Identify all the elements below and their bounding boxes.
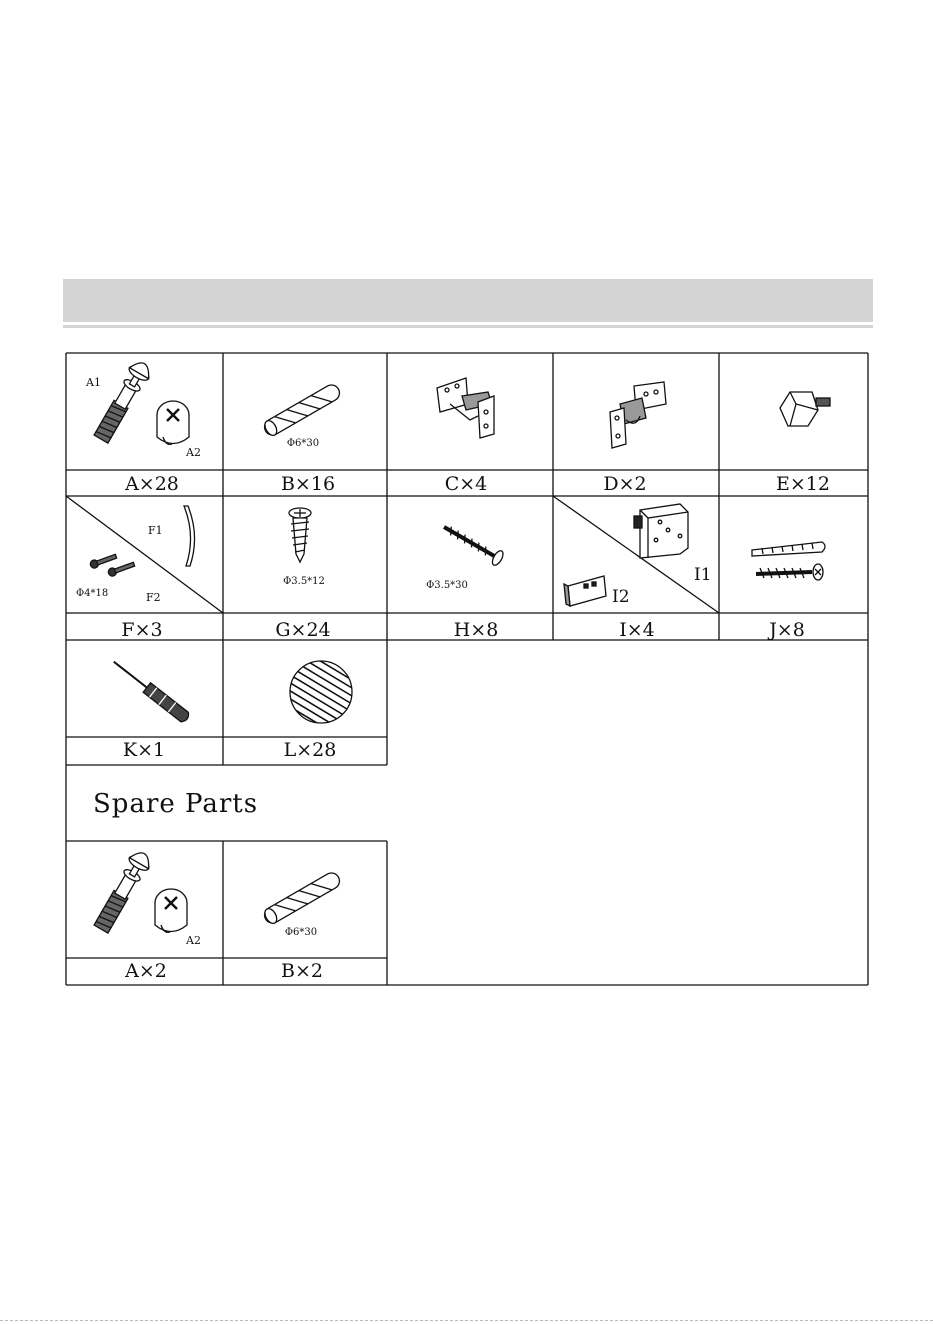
part-cell-d: [603, 382, 666, 495]
cabinet-hinge-icon: [437, 378, 494, 438]
dimension-h: Φ3.5*30: [426, 580, 468, 591]
part-label-i: I×4: [619, 619, 655, 641]
part-label-b: B×16: [280, 473, 336, 495]
part-cell-a: [85, 358, 201, 495]
part-cell-k: [110, 657, 191, 761]
part-label-k: K×1: [122, 739, 166, 761]
spare-label-b: B×2: [281, 960, 323, 982]
part-label-l: L×28: [283, 739, 337, 761]
sub-label-a2: A2: [186, 446, 201, 459]
dimension-b: Φ6*30: [286, 438, 320, 449]
part-label-d: D×2: [603, 473, 647, 495]
part-cell-b: [262, 382, 343, 495]
spare-cell-a: [91, 848, 200, 982]
part-cell-l: [282, 630, 352, 761]
part-cell-e: [776, 392, 830, 495]
part-cell-f: [76, 506, 195, 641]
wooden-dowel-icon: [262, 870, 343, 926]
part-label-h: H×8: [453, 619, 499, 641]
spare-sub-label-a2: A2: [186, 934, 201, 947]
wooden-dowel-icon: [262, 382, 343, 438]
part-label-c: C×4: [444, 473, 488, 495]
part-cell-i: [564, 504, 712, 641]
spare-parts-title: Spare Parts: [93, 789, 259, 819]
sub-label-i2: I2: [612, 587, 630, 607]
cabinet-hinge-angled-icon: [610, 382, 666, 448]
part-cell-h: [426, 520, 505, 641]
handle-and-screws-icon: [89, 506, 194, 577]
short-screw-icon: [289, 508, 311, 562]
cover-cap-icon: [282, 630, 352, 744]
part-label-e: E×12: [776, 473, 830, 495]
sub-label-a1: A1: [86, 376, 101, 389]
screwdriver-icon: [110, 657, 191, 724]
cam-lock-bolt-icon: [91, 358, 189, 444]
sub-label-i1: I1: [694, 565, 712, 585]
wall-plug-and-screw-icon: [752, 542, 825, 580]
page-bottom-edge: [0, 1320, 933, 1321]
spare-dimension-b: Φ6*30: [284, 927, 318, 938]
cam-lock-bolt-icon: [91, 848, 187, 934]
long-screw-icon: [440, 520, 505, 567]
part-label-g: G×24: [275, 619, 331, 641]
dimension-f: Φ4*18: [76, 588, 109, 599]
part-cell-g: [275, 508, 330, 641]
sub-label-f2: F2: [146, 591, 161, 604]
dimension-g: Φ3.5*12: [283, 576, 325, 587]
part-cell-c: [437, 378, 494, 495]
spare-cell-b: [262, 870, 343, 982]
part-cell-j: [752, 542, 825, 641]
part-label-j: J×8: [769, 619, 805, 641]
sub-label-f1: F1: [148, 524, 163, 537]
part-label-a: A×28: [125, 473, 179, 495]
spare-label-a: A×2: [125, 960, 167, 982]
part-label-f: F×3: [121, 619, 163, 641]
shelf-support-icon: [780, 392, 830, 426]
